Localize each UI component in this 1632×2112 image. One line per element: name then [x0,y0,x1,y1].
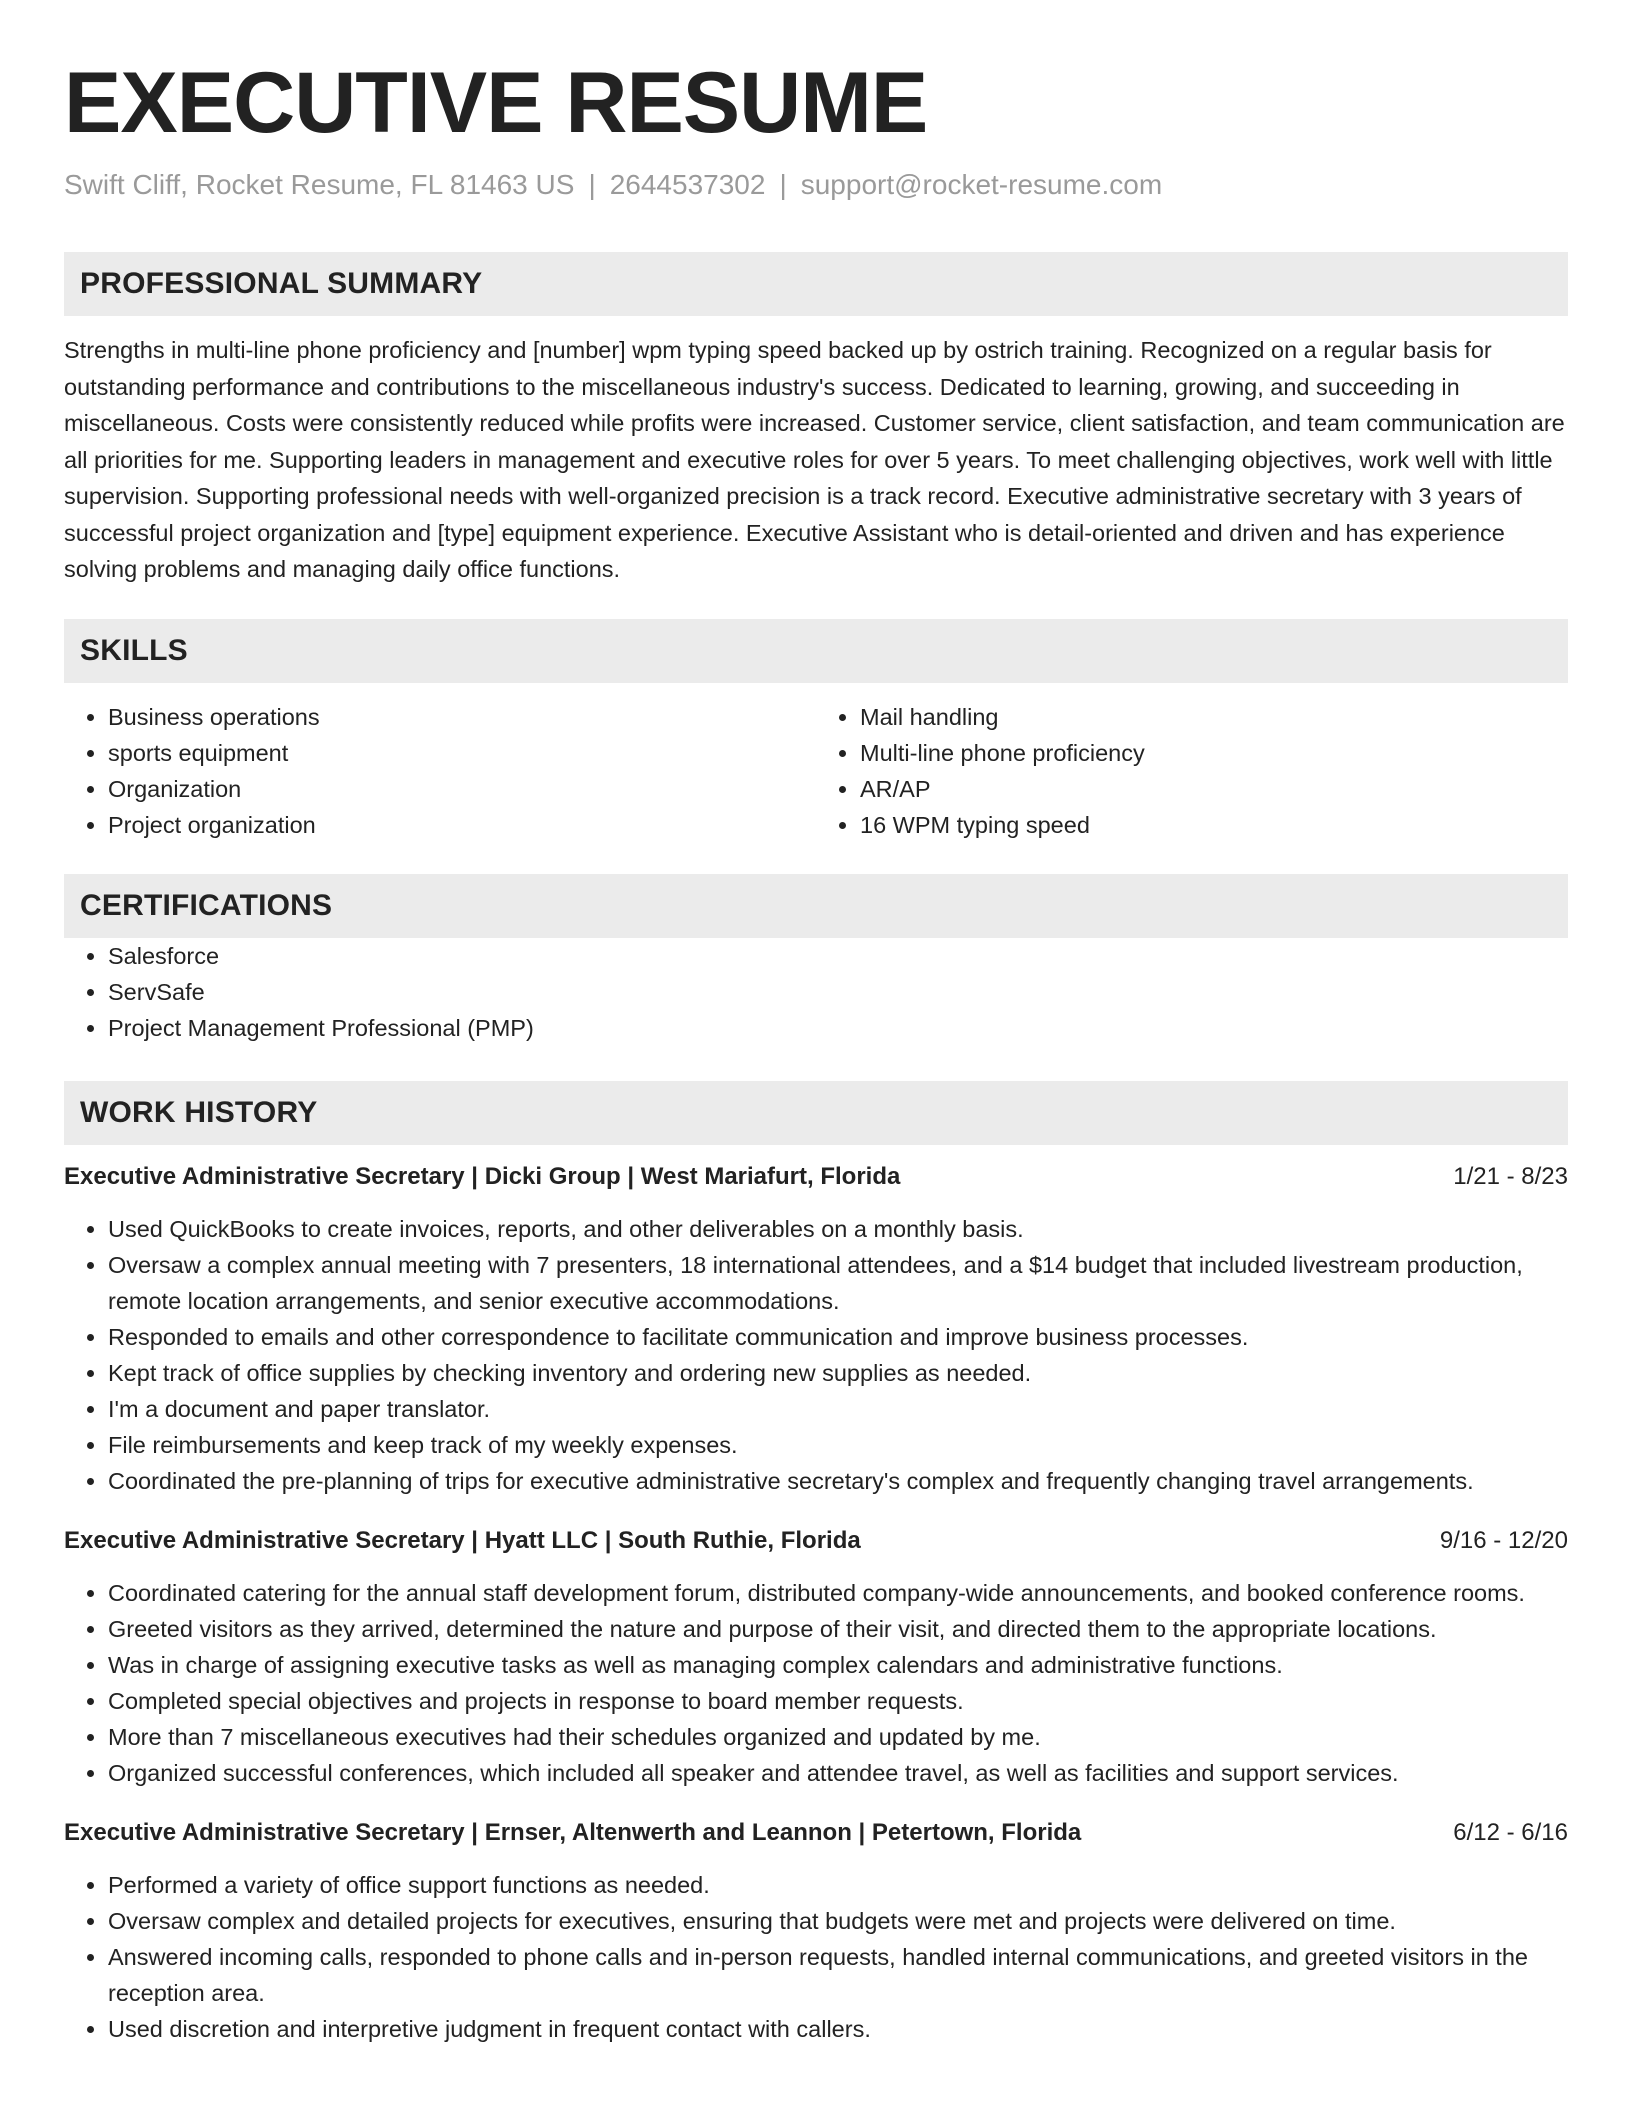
job-bullets [64,1867,1568,2047]
contact-address: Swift Cliff, Rocket Resume, FL 81463 US [64,168,575,200]
certification-item: • Salesforce [108,938,1568,974]
skill-item: • Organization [108,771,816,807]
contact-line [64,167,1568,203]
skill-item: • sports equipment [108,735,816,771]
skill-item: • Project organization [108,807,816,843]
job-bullet: • Answered incoming calls, responded to phone calls and in-person requests, handled internal communications, and greeted visitors in the reception area. [108,1939,1568,2011]
job-dates: 1/21 - 8/23 [1453,1162,1568,1190]
job-bullet: • Responded to emails and other correspondence to facilitate communication and improve business processes. [108,1319,1568,1355]
job-bullet: • File reimbursements and keep track of my weekly expenses. [108,1427,1568,1463]
job-dates: 6/12 - 6/16 [1453,1818,1568,1846]
job-bullet: • Oversaw a complex annual meeting with 7 presenters, 18 international attendees, and a $14 budget that included livestream production, remote location arrangements, and senior executive accommodations. [108,1247,1568,1319]
job-bullet: • More than 7 miscellaneous executives had their schedules organized and updated by me. [108,1719,1568,1755]
skill-item: • AR/AP [860,771,1568,807]
job-header [64,1523,1568,1559]
resume-title: EXECUTIVE RESUME [64,55,928,151]
skill-item: • 16 WPM typing speed [860,807,1568,843]
job-bullet: • Greeted visitors as they arrived, determined the nature and purpose of their visit, and directed them to the appropriate locations. [108,1611,1568,1647]
section-header-skills: SKILLS [64,619,1568,683]
job-bullet: • Kept track of office supplies by checking inventory and ordering new supplies as needed. [108,1355,1568,1391]
job-entry [64,1815,1568,2047]
job-entry [64,1159,1568,1499]
job-bullet: • Oversaw complex and detailed projects for executives, ensuring that budgets were met and projects were delivered on time. [108,1903,1568,1939]
job-bullet: • Used QuickBooks to create invoices, reports, and other deliverables on a monthly basis. [108,1211,1568,1247]
job-header [64,1815,1568,1851]
job-bullet: • Completed special objectives and projects in response to board member requests. [108,1683,1568,1719]
job-bullet: • Performed a variety of office support functions as needed. [108,1867,1568,1903]
section-header-professional-summary: PROFESSIONAL SUMMARY [64,252,1568,316]
job-entry [64,1523,1568,1791]
job-bullet: • Coordinated the pre-planning of trips for executive administrative secretary's complex and frequently changing travel arrangements. [108,1463,1568,1499]
skills-list-right [816,699,1568,843]
job-bullet: • Coordinated catering for the annual staff development forum, distributed company-wide announcements, and booked conference rooms. [108,1575,1568,1611]
contact-phone: 2644537302 [609,168,766,200]
certification-item: • Project Management Professional (PMP) [108,1010,1568,1046]
job-title: Executive Administrative Secretary | Ernser, Altenwerth and Leannon | Petertown, Florida [64,1818,1082,1846]
certification-item: • ServSafe [108,974,1568,1010]
section-header-work-history: WORK HISTORY [64,1081,1568,1145]
skills-column-left [64,699,816,843]
skill-item: • Business operations [108,699,816,735]
job-title: Executive Administrative Secretary | Dicki Group | West Mariafurt, Florida [64,1162,901,1190]
job-title: Executive Administrative Secretary | Hyatt LLC | South Ruthie, Florida [64,1526,861,1554]
skills-column-right [816,699,1568,843]
job-dates: 9/16 - 12/20 [1439,1526,1568,1554]
contact-email: support@rocket-resume.com [800,168,1163,200]
skill-item: • Mail handling [860,699,1568,735]
section-header-certifications: CERTIFICATIONS [64,874,1568,938]
professional-summary-text: Strengths in multi-line phone proficiency and [number] wpm typing speed backed up by ostrich training. Recognized on a regular basis for outstanding performance and contributions to the miscellaneous industry's success. Dedicated to learning, growing, and succeeding in miscellaneous. Costs were consistently reduced while profits were increased. Customer service, client satisfaction, and team communication are all priorities for me. Supporting leaders in management and executive roles for over 5 years. To meet challenging objectives, work well with little supervision. Supporting professional needs with well-organized precision is a track record. Executive administrative secretary with 3 years of successful project organization and [type] equipment experience. Executive Assistant who is detail-oriented and driven and has experience solving problems and managing daily office functions. [64,337,1565,583]
skill-item: • Multi-line phone proficiency [860,735,1568,771]
skills-grid [64,699,1568,843]
job-header [64,1159,1568,1195]
job-bullet: • Was in charge of assigning executive tasks as well as managing complex calendars and administrative functions. [108,1647,1568,1683]
job-bullets [64,1575,1568,1791]
job-bullet: • Organized successful conferences, which included all speaker and attendee travel, as well as facilities and support services. [108,1755,1568,1791]
job-bullet: • I'm a document and paper translator. [108,1391,1568,1427]
contact-separator: | [779,168,787,200]
contact-separator: | [588,168,596,200]
certifications-list [64,938,1568,1046]
skills-list-left [64,699,816,843]
job-bullet: • Used discretion and interpretive judgment in frequent contact with callers. [108,2011,1568,2047]
job-bullets [64,1211,1568,1499]
